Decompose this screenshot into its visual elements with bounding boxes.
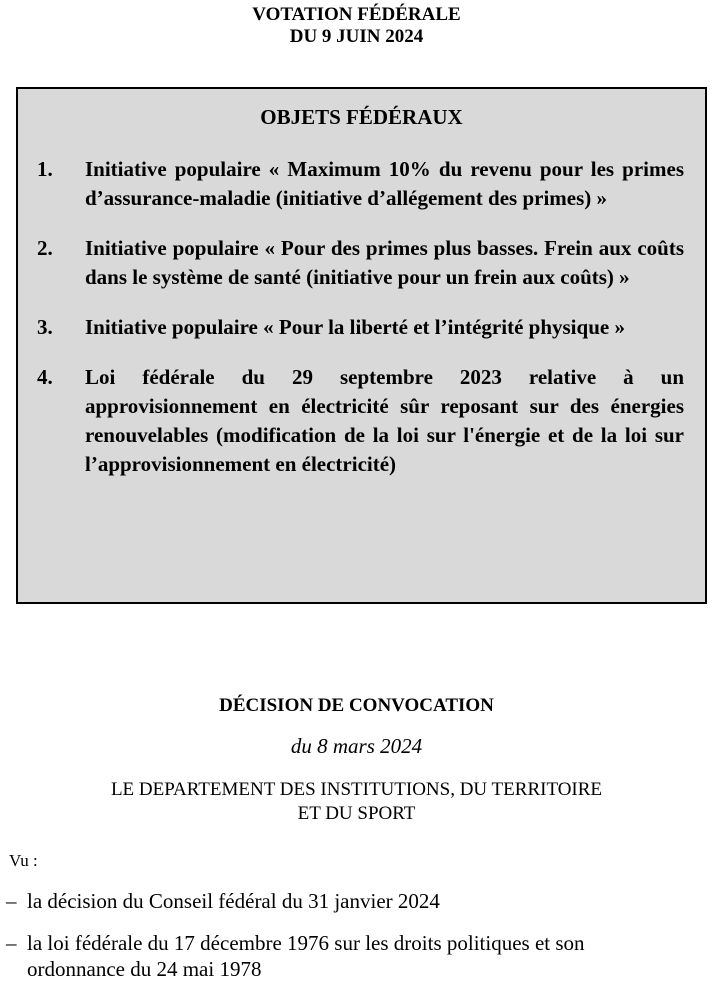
federal-objects-list <box>18 155 705 500</box>
vu-list <box>0 888 713 998</box>
vu-label: Vu : <box>9 851 38 870</box>
vu-item <box>0 930 713 982</box>
header-date: DU 9 JUIN 2024 <box>289 26 424 47</box>
federal-objects-title: OBJETS FÉDÉRAUX <box>260 105 463 129</box>
federal-object-number: 2. <box>37 236 53 260</box>
decision-date: du 8 mars 2024 <box>290 734 423 758</box>
department-line: LE DEPARTEMENT DES INSTITUTIONS, DU TERRITOIRE <box>110 779 603 800</box>
vu-item-text: la loi fédérale du 17 décembre 1976 sur les droits politiques et son ordonnance du 24 mai 1978 <box>27 931 585 981</box>
federal-object-number: 4. <box>37 365 53 389</box>
department-line: ET DU SPORT <box>297 803 416 824</box>
federal-object-text: Initiative populaire « Pour des primes plus basses. Frein aux coûts dans le système de santé (initiative pour un frein aux coûts) » <box>85 236 684 289</box>
federal-object-text: Initiative populaire « Maximum 10% du revenu pour les primes d’assurance-maladie (initiative d’allégement des primes) » <box>85 157 684 210</box>
federal-object-item <box>18 234 705 292</box>
federal-object-number: 1. <box>37 157 53 181</box>
vu-item-text: la décision du Conseil fédéral du 31 janvier 2024 <box>27 889 440 913</box>
decision-title: DÉCISION DE CONVOCATION <box>219 695 494 716</box>
dash-bullet: – <box>6 931 17 955</box>
federal-object-item <box>18 363 705 479</box>
federal-object-number: 3. <box>37 315 53 339</box>
federal-object-item <box>18 313 705 342</box>
department-name <box>0 778 713 826</box>
federal-objects-box <box>16 87 707 604</box>
dash-bullet: – <box>6 889 17 913</box>
federal-object-item <box>18 155 705 213</box>
header-title: VOTATION FÉDÉRALE <box>252 4 461 25</box>
federal-object-text: Loi fédérale du 29 septembre 2023 relative à un approvisionnement en électricité sûr reposant sur des énergies renouvelables (modification de la loi sur l'énergie et de la loi sur l’approvisionnement en électricité) <box>85 365 684 476</box>
federal-object-text: Initiative populaire « Pour la liberté et l’intégrité physique » <box>85 315 625 339</box>
vu-item <box>0 888 713 914</box>
